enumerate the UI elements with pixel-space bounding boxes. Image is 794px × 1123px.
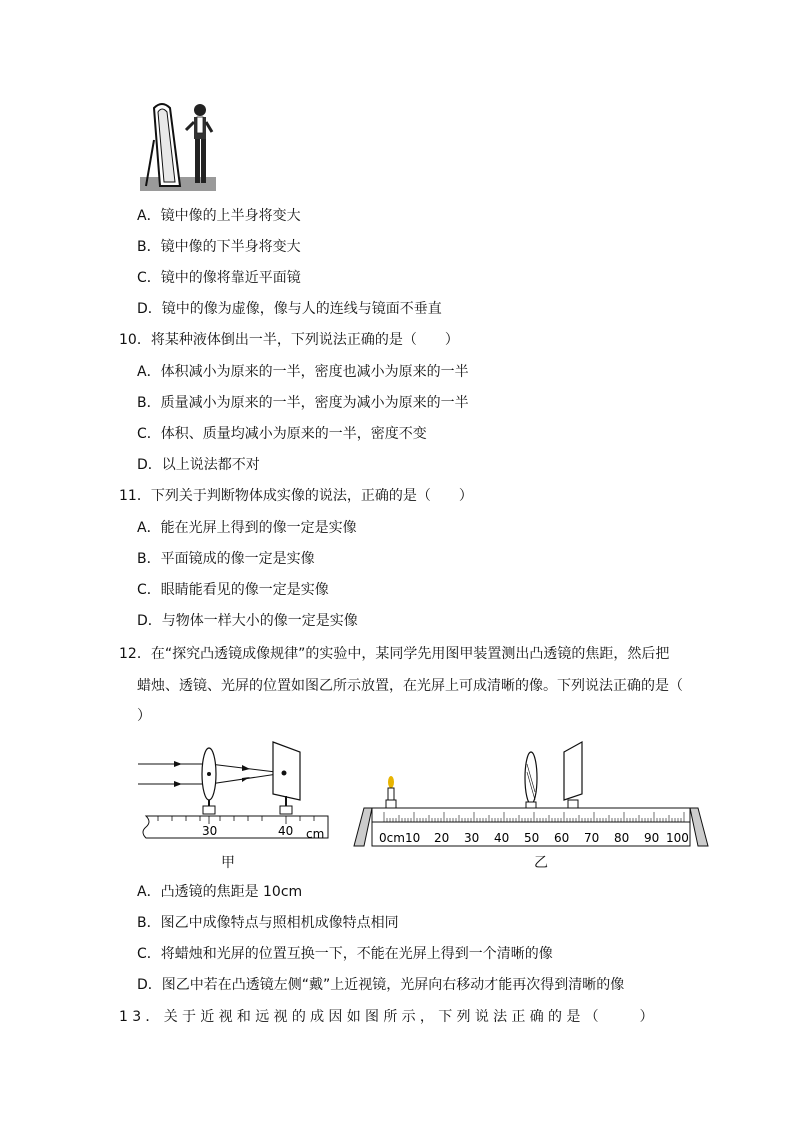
figure-yi xyxy=(350,742,710,852)
q10-option-b: B．质量减小为原来的一半，密度为减小为原来的一半 xyxy=(137,395,469,411)
yi-tick-0: 0cm xyxy=(379,831,405,845)
q10-option-c: C．体积、质量均减小为原来的一半，密度不变 xyxy=(137,426,427,442)
mirror-person-figure xyxy=(140,100,220,195)
yi-light-screen xyxy=(564,742,582,800)
yi-tick-100: 100 xyxy=(666,831,689,845)
q11-stem: 11．下列关于判断物体成实像的说法，正确的是（ ） xyxy=(119,488,473,504)
jia-unit: cm xyxy=(306,827,325,841)
yi-tick-60: 60 xyxy=(554,831,570,845)
q11-option-b: B．平面镜成的像一定是实像 xyxy=(137,551,315,567)
q9-option-a: A．镜中像的上半身将变大 xyxy=(137,208,301,224)
q11-option-c: C．眼睛能看见的像一定是实像 xyxy=(137,582,329,598)
q9-option-c: C．镜中的像将靠近平面镜 xyxy=(137,270,301,286)
q10-option-a: A．体积减小为原来的一半，密度也减小为原来的一半 xyxy=(137,364,469,380)
q12-stem-line3: ） xyxy=(137,708,151,724)
yi-tick-70: 70 xyxy=(584,831,600,845)
q10-option-d: D．以上说法都不对 xyxy=(137,457,260,473)
yi-tick-20: 20 xyxy=(434,831,450,845)
yi-tick-90: 90 xyxy=(644,831,660,845)
q12-stem-line1: 12．在“探究凸透镜成像规律”的实验中，某同学先用图甲装置测出凸透镜的焦距，然后把 xyxy=(119,646,670,662)
yi-tick-80: 80 xyxy=(614,831,630,845)
q9-option-b: B．镜中像的下半身将变大 xyxy=(137,239,301,255)
figure-jia xyxy=(138,742,358,852)
q12-option-d: D．图乙中若在凸透镜左侧“戴”上近视镜，光屏向右移动才能再次得到清晰的像 xyxy=(137,977,625,993)
q12-stem-line2: 蜡烛、透镜、光屏的位置如图乙所示放置，在光屏上可成清晰的像。下列说法正确的是（ xyxy=(137,678,683,694)
figure-yi-caption: 乙 xyxy=(534,855,548,871)
yi-tick-30: 30 xyxy=(464,831,480,845)
q11-option-a: A．能在光屏上得到的像一定是实像 xyxy=(137,520,357,536)
q9-option-d: D．镜中的像为虚像，像与人的连线与镜面不垂直 xyxy=(137,301,442,317)
q12-option-b: B．图乙中成像特点与照相机成像特点相同 xyxy=(137,915,399,931)
q12-option-a: A．凸透镜的焦距是 10cm xyxy=(137,884,303,900)
light-screen xyxy=(273,742,300,800)
jia-tick-40: 40 xyxy=(278,824,294,838)
figure-jia-caption: 甲 xyxy=(221,855,235,871)
q10-stem: 10．将某种液体倒出一半，下列说法正确的是（ ） xyxy=(119,332,459,348)
q11-option-d: D．与物体一样大小的像一定是实像 xyxy=(137,613,358,629)
yi-tick-40: 40 xyxy=(494,831,510,845)
q13-stem: 13．关于近视和远视的成因如图所示，下列说法正确的是（ ） xyxy=(119,1009,658,1025)
yi-tick-50: 50 xyxy=(524,831,540,845)
q12-option-c: C．将蜡烛和光屏的位置互换一下，不能在光屏上得到一个清晰的像 xyxy=(137,946,553,962)
jia-tick-30: 30 xyxy=(202,824,218,838)
yi-tick-10: 10 xyxy=(405,831,421,845)
